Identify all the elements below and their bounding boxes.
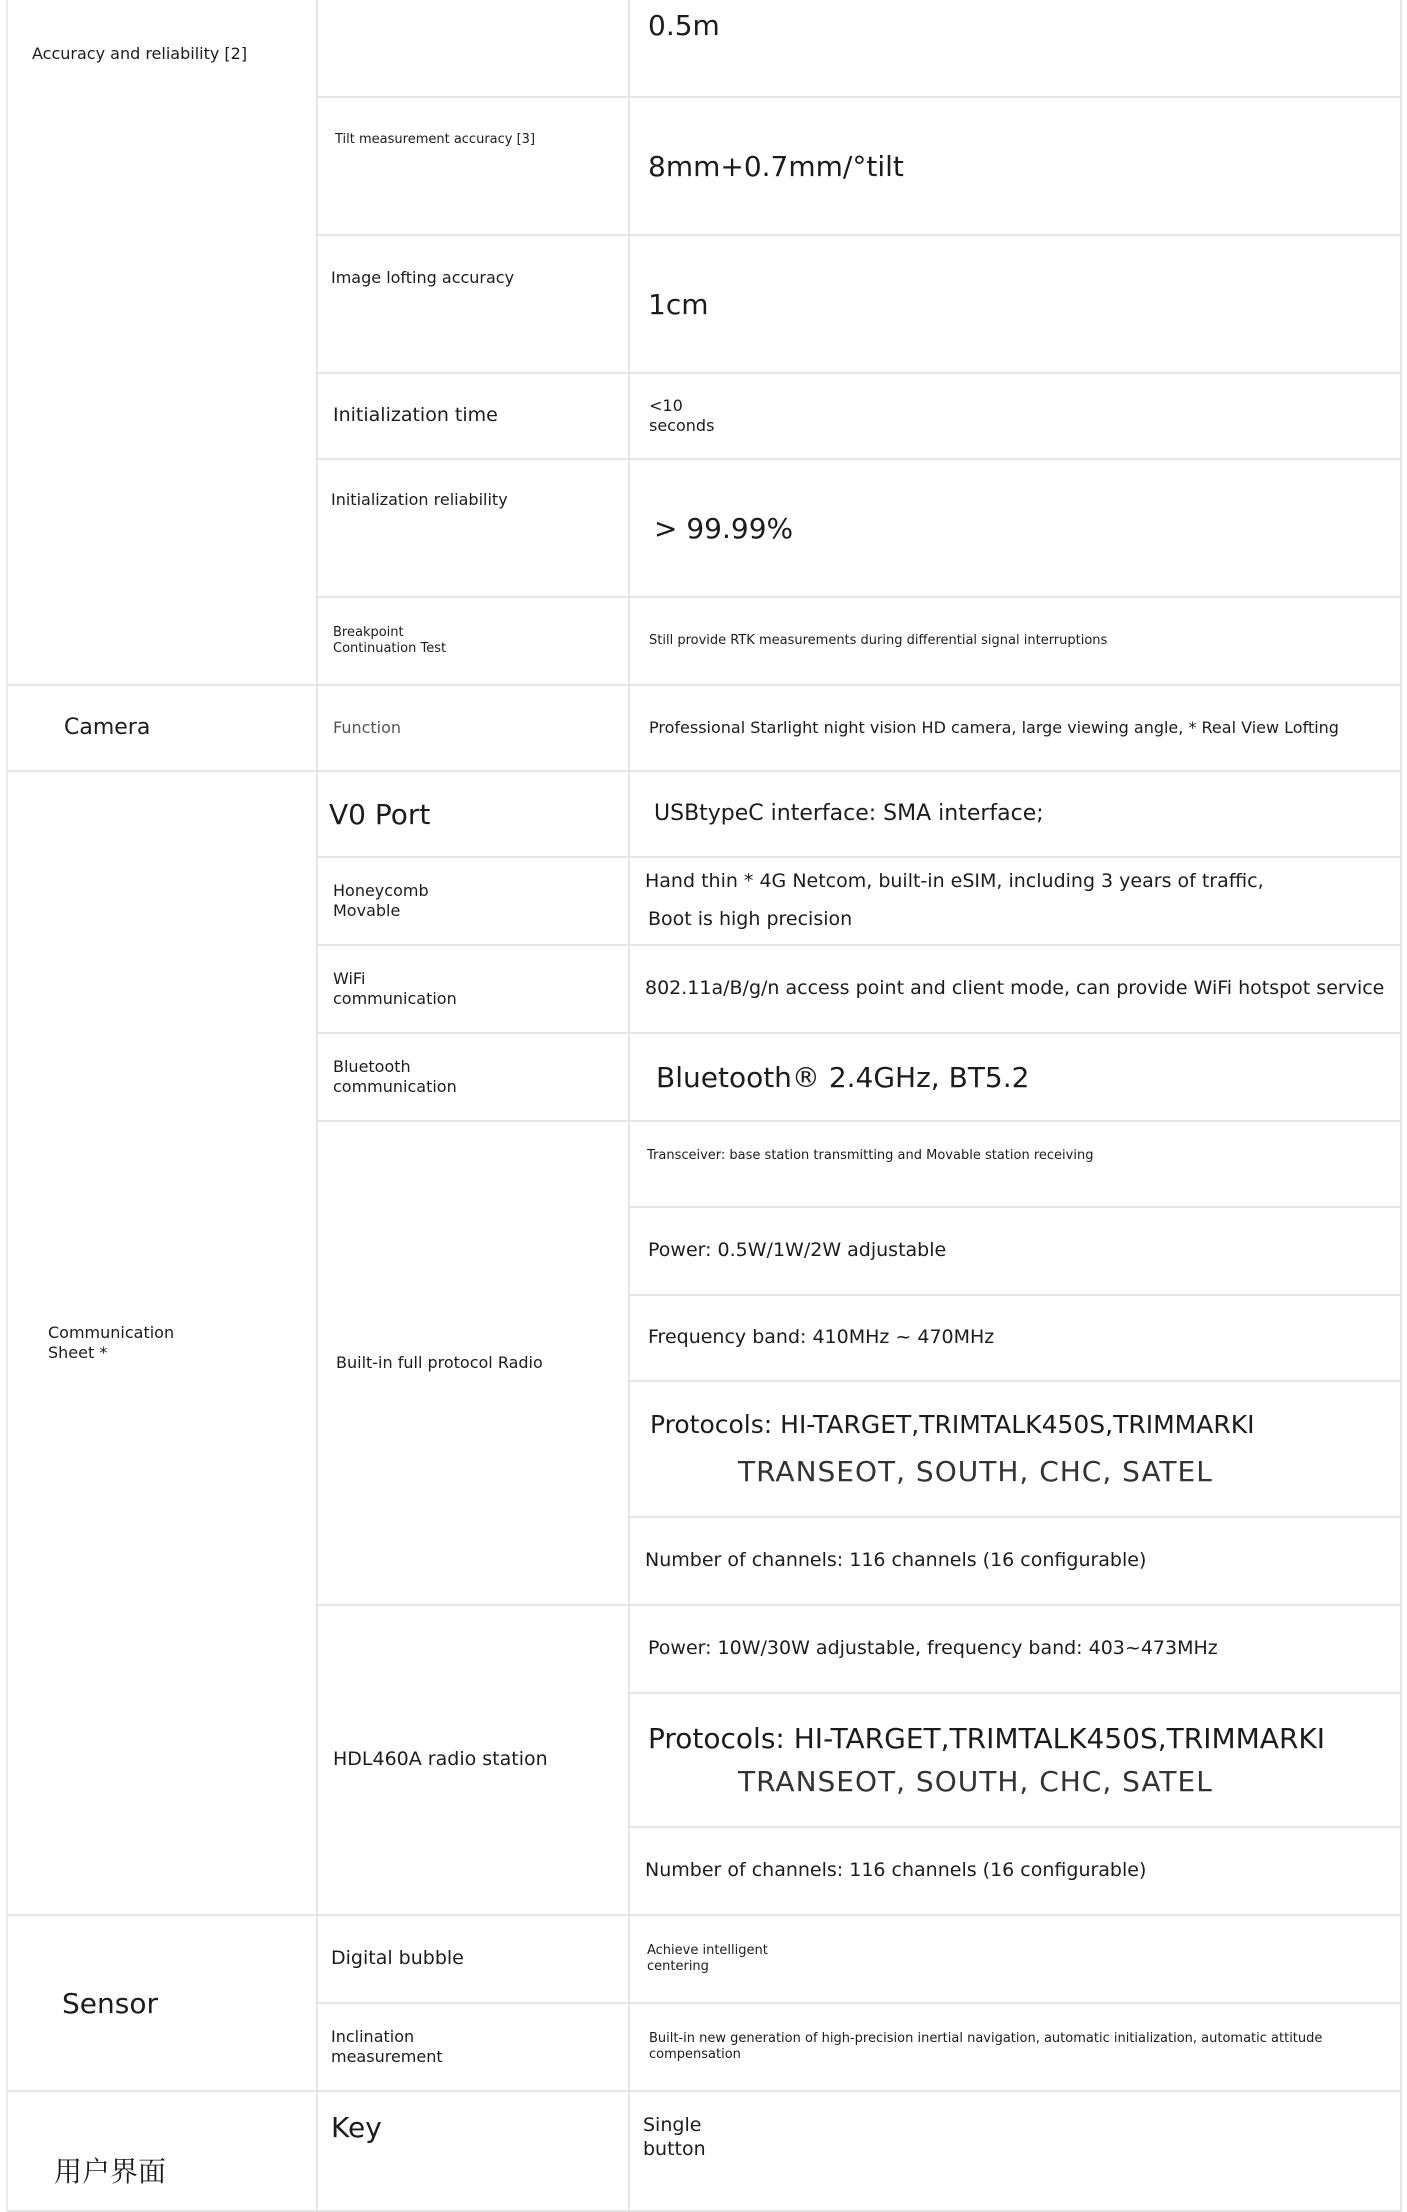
item-image-lofting-label: Image lofting accuracy xyxy=(331,268,515,287)
item-accuracy-blank xyxy=(318,0,630,98)
value-key-text: Single button xyxy=(643,2114,706,2160)
category-ui xyxy=(6,2092,318,2212)
category-accuracy xyxy=(6,0,318,686)
item-hdl460a-label: HDL460A radio station xyxy=(333,1748,548,1771)
value-bluetooth xyxy=(630,1034,1402,1122)
item-wifi xyxy=(318,946,630,1034)
value-accuracy-top-text: 0.5m xyxy=(648,9,720,42)
value-breakpoint xyxy=(630,598,1402,686)
value-hdl-channels xyxy=(630,1828,1402,1916)
item-tilt-label: Tilt measurement accuracy [3] xyxy=(335,132,536,147)
value-hdl-protocols-text: Protocols: HI-TARGET,TRIMTALK450S,TRIMMARKI xyxy=(648,1722,1326,1755)
item-inclination-label: Inclination measurement xyxy=(331,2027,443,2066)
value-hdl-power-text: Power: 10W/30W adjustable, frequency band: 403~473MHz xyxy=(648,1637,1218,1660)
value-hdl-channels-text: Number of channels: 116 channels (16 configurable) xyxy=(645,1859,1147,1882)
item-honeycomb xyxy=(318,858,630,946)
category-communication xyxy=(6,772,318,1916)
value-digital-bubble xyxy=(630,1916,1402,2004)
item-function xyxy=(318,686,630,772)
category-ui-label: 用户界面 xyxy=(54,2155,167,2188)
value-breakpoint-text: Still provide RTK measurements during differential signal interruptions xyxy=(649,632,1108,648)
category-communication-label: Communication Sheet * xyxy=(48,1323,175,1362)
item-init-reliability xyxy=(318,460,630,598)
item-key-label: Key xyxy=(331,2111,382,2144)
value-hdl-protocols xyxy=(630,1694,1402,1828)
value-honeycomb xyxy=(630,858,1402,946)
item-key xyxy=(318,2092,630,2212)
value-honeycomb-text-1: Hand thin * 4G Netcom, built-in eSIM, including 3 years of traffic, xyxy=(645,870,1264,893)
value-radio-protocols-text-2: TRANSEOT, SOUTH, CHC, SATEL xyxy=(738,1455,1213,1489)
item-hdl460a xyxy=(318,1606,630,1916)
category-camera xyxy=(6,686,318,772)
value-hdl-protocols-text-2: TRANSEOT, SOUTH, CHC, SATEL xyxy=(738,1765,1213,1798)
value-image-lofting xyxy=(630,236,1402,374)
value-accuracy-top xyxy=(630,0,1402,98)
item-bluetooth-label: Bluetooth communication xyxy=(333,1057,457,1096)
item-honeycomb-label: Honeycomb Movable xyxy=(333,881,429,920)
item-init-time-label: Initialization time xyxy=(333,404,498,427)
value-radio-transceiver-text: Transceiver: base station transmitting and Movable station receiving xyxy=(647,1148,1094,1163)
item-digital-bubble xyxy=(318,1916,630,2004)
value-image-lofting-text: 1cm xyxy=(648,287,709,321)
category-accuracy-label: Accuracy and reliability [2] xyxy=(32,44,248,63)
item-function-label: Function xyxy=(333,718,402,737)
item-image-lofting xyxy=(318,236,630,374)
value-radio-band-text: Frequency band: 410MHz ~ 470MHz xyxy=(648,1326,995,1349)
item-breakpoint-label: Breakpoint Continuation Test xyxy=(333,624,447,656)
item-radio xyxy=(318,1122,630,1606)
value-wifi-text: 802.11a/B/g/n access point and client mode, can provide WiFi hotspot service xyxy=(645,977,1385,1000)
value-bluetooth-text: Bluetooth® 2.4GHz, BT5.2 xyxy=(656,1060,1030,1094)
value-tilt xyxy=(630,98,1402,236)
value-hdl-power xyxy=(630,1606,1402,1694)
value-radio-channels-text: Number of channels: 116 channels (16 configurable) xyxy=(645,1549,1147,1572)
value-radio-transceiver xyxy=(630,1122,1402,1208)
item-io-port-label: V0 Port xyxy=(329,797,431,831)
value-radio-power xyxy=(630,1208,1402,1296)
value-tilt-text: 8mm+0.7mm/°tilt xyxy=(648,149,904,183)
value-digital-bubble-text: Achieve intelligent centering xyxy=(647,1942,768,1974)
value-radio-channels xyxy=(630,1518,1402,1606)
item-wifi-label: WiFi communication xyxy=(333,969,457,1008)
item-bluetooth xyxy=(318,1034,630,1122)
item-init-reliability-label: Initialization reliability xyxy=(331,490,508,509)
value-camera-function xyxy=(630,686,1402,772)
value-wifi xyxy=(630,946,1402,1034)
value-inclination-text: Built-in new generation of high-precision inertial navigation, automatic initialization, automatic attitude compensation xyxy=(649,2030,1323,2062)
value-camera-function-text: Professional Starlight night vision HD camera, large viewing angle, * Real View Lofting xyxy=(649,718,1339,737)
category-camera-label: Camera xyxy=(64,715,151,741)
value-io-port-text: USBtypeC interface: SMA interface; xyxy=(654,801,1044,827)
value-init-reliability xyxy=(630,460,1402,598)
item-tilt xyxy=(318,98,630,236)
item-breakpoint xyxy=(318,598,630,686)
item-io-port xyxy=(318,772,630,858)
item-inclination xyxy=(318,2004,630,2092)
value-radio-protocols xyxy=(630,1382,1402,1518)
value-io-port xyxy=(630,772,1402,858)
value-init-time xyxy=(630,374,1402,460)
category-sensor xyxy=(6,1916,318,2092)
value-init-time-text: <10 seconds xyxy=(649,396,715,435)
item-init-time xyxy=(318,374,630,460)
value-radio-power-text: Power: 0.5W/1W/2W adjustable xyxy=(648,1239,947,1262)
category-sensor-label: Sensor xyxy=(62,1986,158,2020)
item-digital-bubble-label: Digital bubble xyxy=(331,1947,464,1970)
value-radio-protocols-text: Protocols: HI-TARGET,TRIMTALK450S,TRIMMARKI xyxy=(650,1409,1255,1439)
item-radio-label: Built-in full protocol Radio xyxy=(336,1353,543,1372)
value-init-reliability-text: > 99.99% xyxy=(654,511,794,545)
value-honeycomb-text-2: Boot is high precision xyxy=(648,908,853,930)
value-inclination xyxy=(630,2004,1402,2092)
value-radio-band xyxy=(630,1296,1402,1382)
value-key xyxy=(630,2092,1402,2212)
